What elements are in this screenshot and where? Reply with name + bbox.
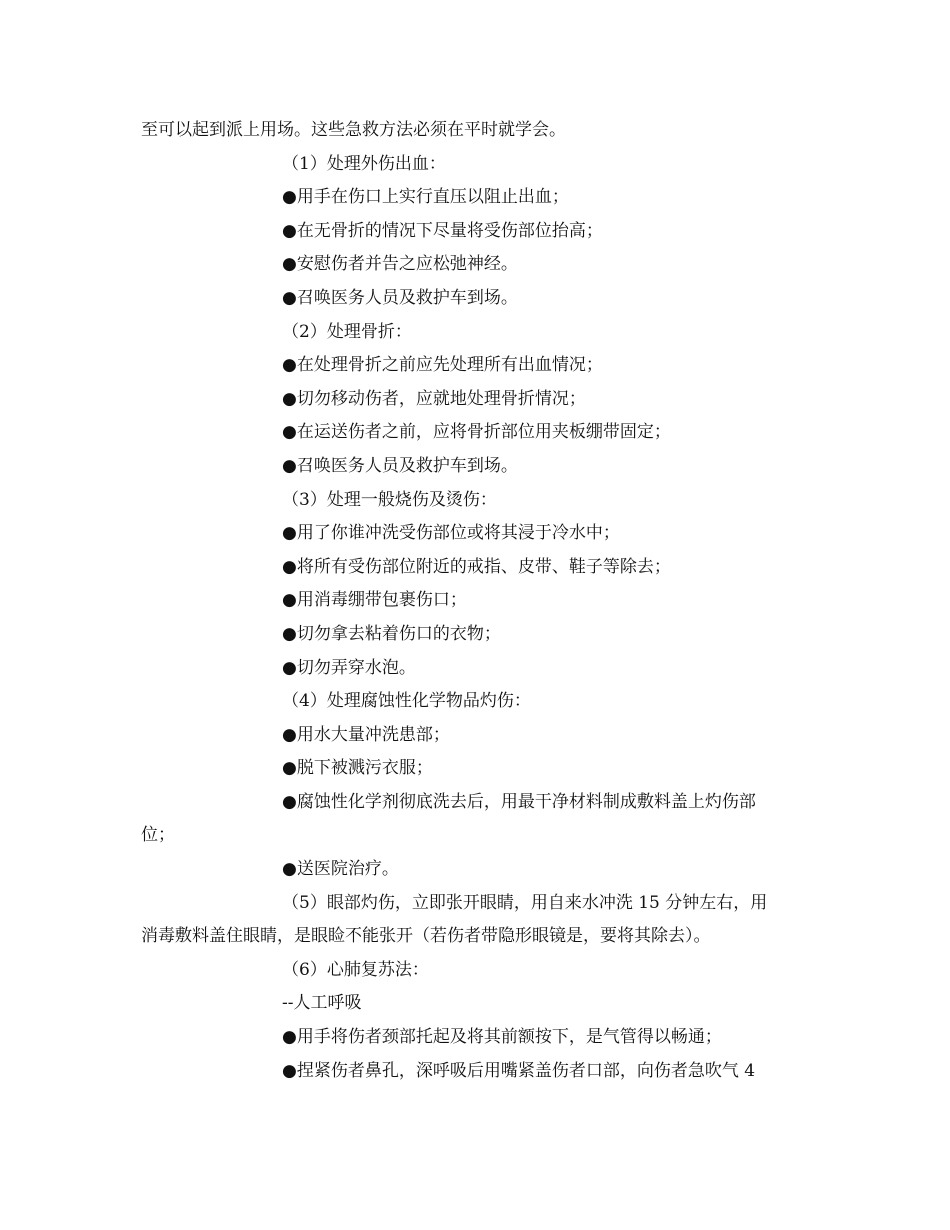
list-item: ●切勿拿去粘着伤口的衣物； [282,623,501,644]
list-item: ●用手将伤者颈部托起及将其前额按下，是气管得以畅通； [282,1027,722,1048]
list-item: ●召唤医务人员及救护车到场。 [282,287,518,308]
paragraph-continuation: 消毒敷料盖住眼睛，是眼睑不能张开（若伤者带隐形眼镜是，要将其除去）。 [141,926,711,947]
paragraph-line: 至可以起到派上用场。这些急救方法必须在平时就学会。 [141,120,566,140]
list-item: ●在无骨折的情况下尽量将受伤部位抬高； [282,220,603,241]
list-item: ●用水大量冲洗患部； [282,724,450,745]
section-heading-cpr: （6）心肺复苏法： [282,959,429,980]
list-item-continuation: 位； [141,825,175,846]
list-item: ●脱下被溅污衣服； [282,758,433,779]
list-item: ●在处理骨折之前应先处理所有出血情况； [282,355,603,376]
section-heading-fracture: （2）处理骨折： [282,321,412,342]
list-item: ●安慰伤者并告之应松弛神经。 [282,254,518,275]
section-heading-eye-burns: （5）眼部灼伤，立即张开眼睛，用自来水冲洗 15 分钟左右，用 [282,892,768,913]
list-item: ●用了你谁冲洗受伤部位或将其浸于冷水中； [282,523,620,544]
list-item: ●用消毒绷带包裹伤口； [282,590,467,611]
list-item: ●将所有受伤部位附近的戒指、皮带、鞋子等除去； [282,556,671,577]
list-item: ●切勿弄穿水泡。 [282,657,416,678]
document-body [141,114,813,1088]
list-item: ●送医院治疗。 [282,859,399,880]
list-item: ●捏紧伤者鼻孔，深呼吸后用嘴紧盖伤者口部，向伤者急吹气 4 [282,1060,756,1081]
list-item: ●用手在伤口上实行直压以阻止出血； [282,187,569,208]
list-item: ●腐蚀性化学剂彻底洗去后，用最干净材料制成敷料盖上灼伤部 [282,791,756,812]
list-item: ●切勿移动伤者，应就地处理骨折情况； [282,388,586,409]
section-heading-chemical-burns: （4）处理腐蚀性化学物品灼伤： [282,691,531,712]
list-item: ●召唤医务人员及救护车到场。 [282,455,518,476]
section-heading-external-bleeding: （1）处理外伤出血： [282,153,446,174]
subsection-heading-artificial-respiration: --人工呼吸 [282,993,362,1014]
section-heading-burns: （3）处理一般烧伤及烫伤： [282,489,497,510]
list-item: ●在运送伤者之前，应将骨折部位用夹板绷带固定； [282,422,671,443]
